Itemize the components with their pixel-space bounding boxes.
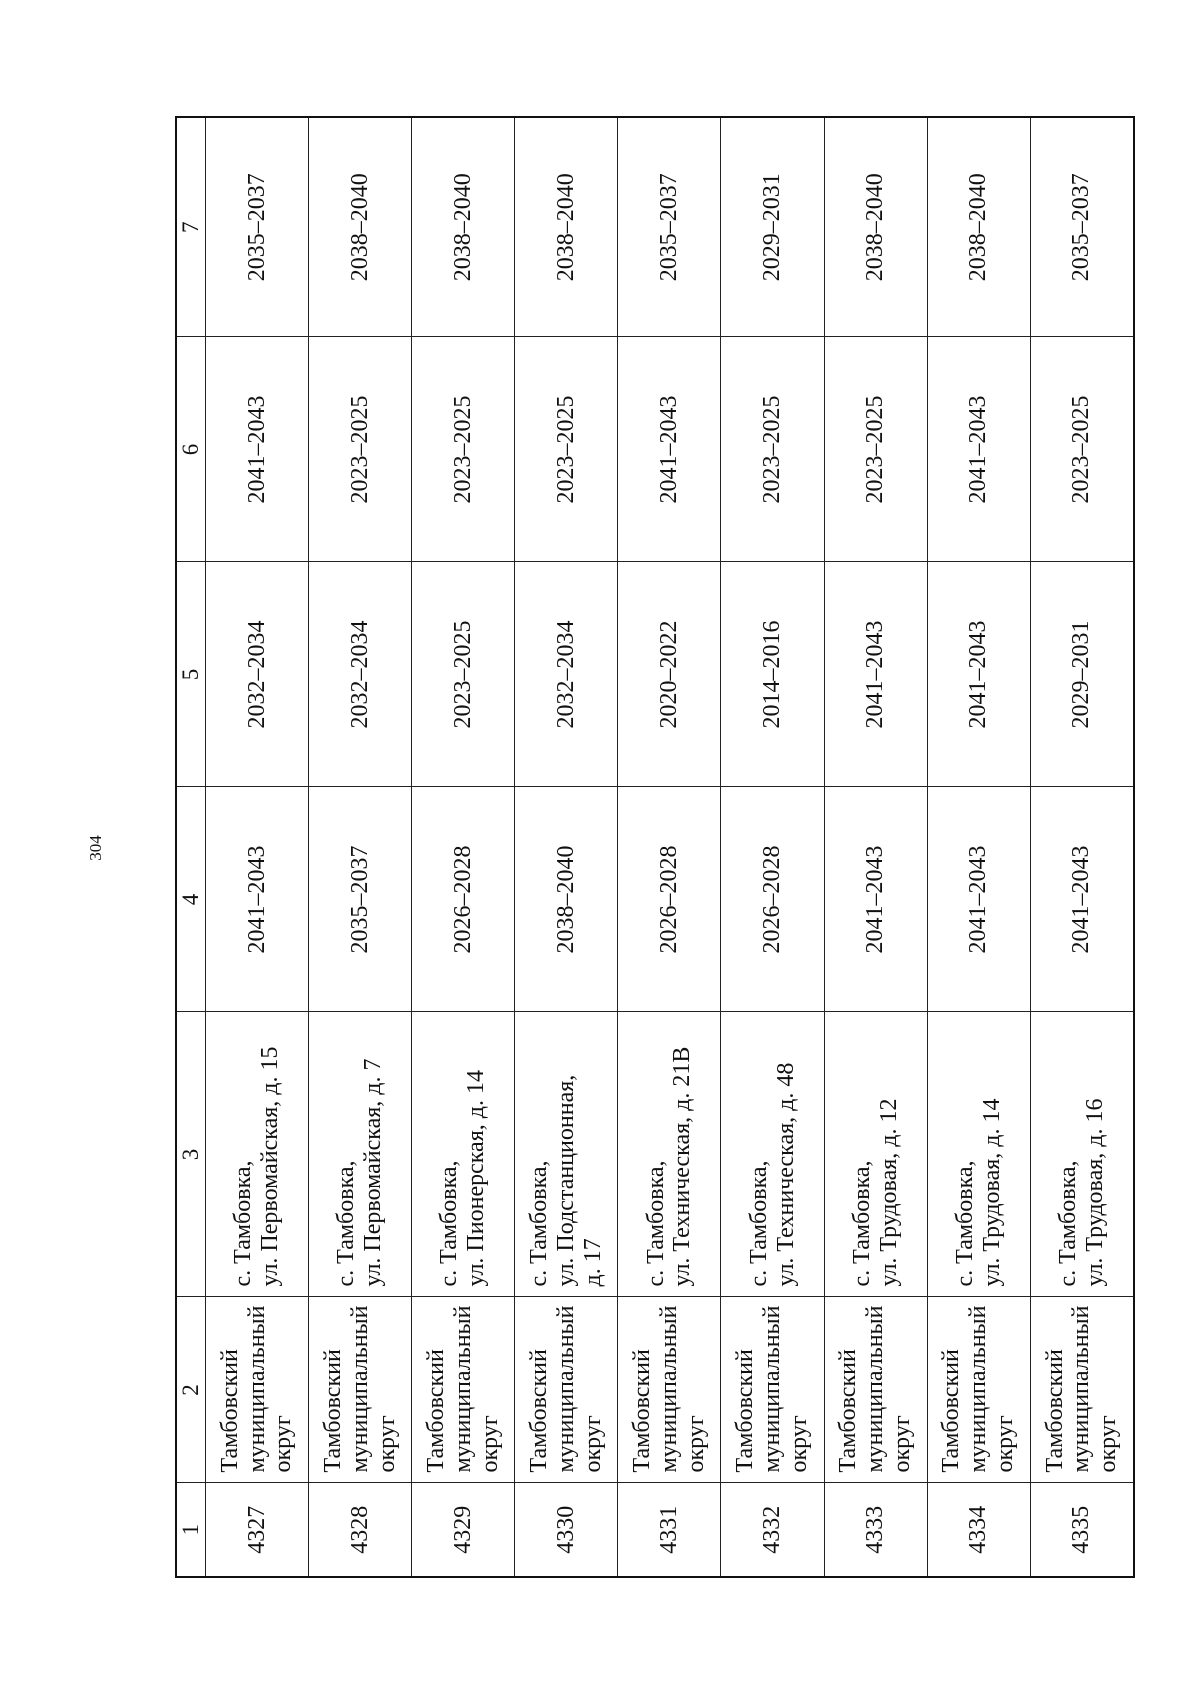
address-cell bbox=[824, 1012, 927, 1297]
period-cell-col5: 2032–2034 bbox=[206, 562, 309, 787]
address-line: с. Тамбовка, bbox=[1055, 1160, 1081, 1287]
period-cell-col5: 2023–2025 bbox=[412, 562, 515, 787]
column-number: 3 bbox=[176, 1012, 206, 1297]
period-cell-col7: 2038–2040 bbox=[412, 117, 515, 337]
period-cell-col6: 2023–2025 bbox=[412, 337, 515, 562]
period-cell-col4: 2041–2043 bbox=[824, 787, 927, 1012]
table-body bbox=[206, 117, 1135, 1577]
row-number-cell: 4331 bbox=[618, 1483, 721, 1577]
period-cell-col6: 2023–2025 bbox=[515, 337, 618, 562]
period-cell-col6: 2023–2025 bbox=[721, 337, 824, 562]
table-row bbox=[309, 117, 412, 1577]
period-cell-col5: 2020–2022 bbox=[618, 562, 721, 787]
period-cell-col4: 2026–2028 bbox=[721, 787, 824, 1012]
period-cell-col4: 2041–2043 bbox=[927, 787, 1030, 1012]
address-line: ул. Первомайская, д. 15 bbox=[257, 1046, 284, 1287]
period-cell-col7: 2035–2037 bbox=[618, 117, 721, 337]
address-line: с. Тамбовка, bbox=[745, 1160, 772, 1287]
column-number: 1 bbox=[176, 1483, 206, 1577]
address-cell bbox=[1030, 1012, 1134, 1297]
table-row bbox=[412, 117, 515, 1577]
row-number-cell: 4334 bbox=[927, 1483, 1030, 1577]
address-cell bbox=[206, 1012, 309, 1297]
row-number-cell: 4330 bbox=[515, 1483, 618, 1577]
address-line: с. Тамбовка, bbox=[333, 1160, 360, 1287]
row-number-cell: 4327 bbox=[206, 1483, 309, 1577]
row-number-cell: 4328 bbox=[309, 1483, 412, 1577]
address-line: д. 17 bbox=[579, 1238, 606, 1287]
period-cell-col4: 2041–2043 bbox=[1030, 787, 1134, 1012]
address-cell bbox=[618, 1012, 721, 1297]
address-cell bbox=[412, 1012, 515, 1297]
district-cell: Тамбовский муниципальный округ bbox=[412, 1297, 515, 1483]
period-cell-col5: 2032–2034 bbox=[515, 562, 618, 787]
period-cell-col6: 2041–2043 bbox=[618, 337, 721, 562]
period-cell-col6: 2041–2043 bbox=[927, 337, 1030, 562]
period-cell-col4: 2041–2043 bbox=[206, 787, 309, 1012]
row-number-cell: 4332 bbox=[721, 1483, 824, 1577]
address-line: с. Тамбовка, bbox=[642, 1160, 669, 1287]
district-cell: Тамбовский муниципальный округ bbox=[309, 1297, 412, 1483]
address-line: с. Тамбовка, bbox=[436, 1160, 463, 1287]
district-cell: Тамбовский муниципальный округ bbox=[1030, 1297, 1134, 1483]
period-cell-col7: 2029–2031 bbox=[721, 117, 824, 337]
table-row bbox=[1030, 117, 1134, 1577]
address-line: ул. Первомайская, д. 7 bbox=[360, 1058, 387, 1287]
period-cell-col4: 2026–2028 bbox=[412, 787, 515, 1012]
column-number-row bbox=[176, 117, 206, 1577]
address-cell bbox=[515, 1012, 618, 1297]
period-cell-col6: 2023–2025 bbox=[309, 337, 412, 562]
period-cell-col7: 2038–2040 bbox=[824, 117, 927, 337]
period-cell-col7: 2038–2040 bbox=[515, 117, 618, 337]
period-cell-col4: 2026–2028 bbox=[618, 787, 721, 1012]
period-cell-col7: 2035–2037 bbox=[1030, 117, 1134, 337]
period-cell-col6: 2041–2043 bbox=[206, 337, 309, 562]
period-cell-col5: 2029–2031 bbox=[1030, 562, 1134, 787]
district-cell: Тамбовский муниципальный округ bbox=[515, 1297, 618, 1483]
district-cell: Тамбовский муниципальный округ bbox=[206, 1297, 309, 1483]
district-cell: Тамбовский муниципальный округ bbox=[824, 1297, 927, 1483]
column-number: 2 bbox=[176, 1297, 206, 1483]
address-cell bbox=[927, 1012, 1030, 1297]
table-row bbox=[206, 117, 309, 1577]
registry-table-container bbox=[175, 118, 1135, 1578]
page-number: 304 bbox=[86, 835, 105, 861]
period-cell-col5: 2041–2043 bbox=[824, 562, 927, 787]
row-number-cell: 4335 bbox=[1030, 1483, 1134, 1577]
table-row bbox=[927, 117, 1030, 1577]
column-number: 4 bbox=[176, 787, 206, 1012]
district-cell: Тамбовский муниципальный округ bbox=[721, 1297, 824, 1483]
period-cell-col5: 2032–2034 bbox=[309, 562, 412, 787]
column-number: 5 bbox=[176, 562, 206, 787]
period-cell-col7: 2038–2040 bbox=[309, 117, 412, 337]
period-cell-col5: 2041–2043 bbox=[927, 562, 1030, 787]
address-line: ул. Техническая, д. 21В bbox=[669, 1046, 696, 1287]
address-line: с. Тамбовка, bbox=[848, 1160, 875, 1287]
address-line: ул. Трудовая, д. 16 bbox=[1081, 1098, 1108, 1287]
rotated-table-frame bbox=[175, 118, 1135, 1578]
address-cell bbox=[721, 1012, 824, 1297]
period-cell-col4: 2035–2037 bbox=[309, 787, 412, 1012]
table-row bbox=[824, 117, 927, 1577]
period-cell-col6: 2023–2025 bbox=[1030, 337, 1134, 562]
address-line: ул. Подстанционная, bbox=[552, 1074, 579, 1287]
column-number: 6 bbox=[176, 337, 206, 562]
table-row bbox=[515, 117, 618, 1577]
period-cell-col7: 2035–2037 bbox=[206, 117, 309, 337]
address-line: ул. Пионерская, д. 14 bbox=[463, 1070, 490, 1287]
period-cell-col7: 2038–2040 bbox=[927, 117, 1030, 337]
address-cell bbox=[309, 1012, 412, 1297]
table-row bbox=[721, 117, 824, 1577]
district-cell: Тамбовский муниципальный округ bbox=[618, 1297, 721, 1483]
address-line: с. Тамбовка, bbox=[230, 1160, 257, 1287]
registry-table bbox=[175, 116, 1135, 1578]
address-line: с. Тамбовка, bbox=[951, 1160, 978, 1287]
address-line: ул. Трудовая, д. 14 bbox=[978, 1098, 1005, 1287]
address-line: ул. Трудовая, д. 12 bbox=[875, 1098, 902, 1287]
period-cell-col4: 2038–2040 bbox=[515, 787, 618, 1012]
address-line: с. Тамбовка, bbox=[526, 1160, 553, 1287]
table-row bbox=[618, 117, 721, 1577]
period-cell-col5: 2014–2016 bbox=[721, 562, 824, 787]
district-cell: Тамбовский муниципальный округ bbox=[927, 1297, 1030, 1483]
period-cell-col6: 2023–2025 bbox=[824, 337, 927, 562]
address-line: ул. Техническая, д. 48 bbox=[772, 1062, 799, 1287]
row-number-cell: 4329 bbox=[412, 1483, 515, 1577]
row-number-cell: 4333 bbox=[824, 1483, 927, 1577]
column-number: 7 bbox=[176, 117, 206, 337]
